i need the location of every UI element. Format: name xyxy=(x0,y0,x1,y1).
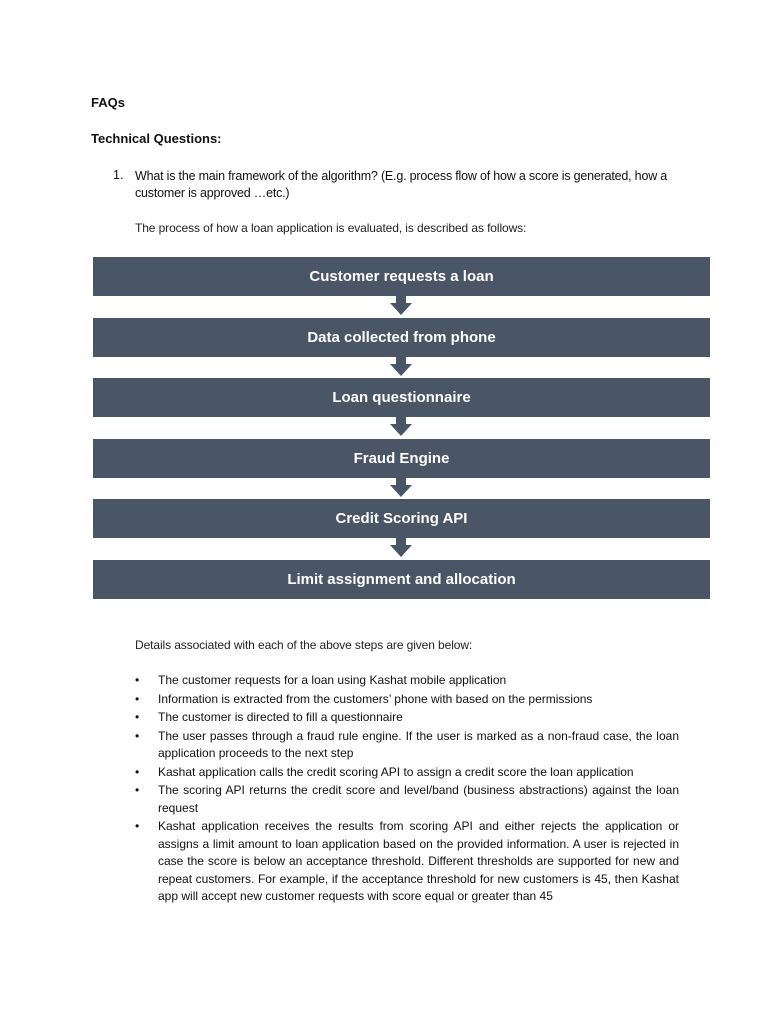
flow-step-limit-assignment: Limit assignment and allocation xyxy=(93,560,710,599)
bullet-icon: • xyxy=(135,764,140,779)
bullet-icon: • xyxy=(135,710,140,724)
list-item: • The customer requests for a loan using Kashat mobile application xyxy=(133,672,679,690)
section-title: Technical Questions: xyxy=(91,131,222,146)
process-intro: The process of how a loan application is evaluated, is described as follows: xyxy=(135,221,527,235)
bullet-icon: • xyxy=(135,783,140,797)
list-item: • The customer is directed to fill a questionnaire xyxy=(133,709,679,727)
question-number: 1. xyxy=(113,168,124,182)
bullet-icon: • xyxy=(135,728,140,743)
flow-step-questionnaire: Loan questionnaire xyxy=(93,378,710,417)
list-item: • The user passes through a fraud rule engine. If the user is marked as a non-fraud case, the loan application proceeds to the next step xyxy=(135,728,679,760)
question-text: What is the main framework of the algorithm? (E.g. process flow of how a score is generated, how a customer is approved …etc.) xyxy=(135,169,668,200)
flow-step-data-collection: Data collected from phone xyxy=(93,318,710,357)
list-item: • Information is extracted from the customers’ phone with based on the permissions xyxy=(133,691,679,709)
details-list xyxy=(133,672,679,907)
bullet-icon: • xyxy=(135,819,140,833)
bullet-icon: • xyxy=(135,673,140,687)
list-item: • The scoring API returns the credit score and level/band (business abstractions) against the loan request xyxy=(135,783,679,815)
list-item: • Kashat application receives the results from scoring API and either rejects the application or assigns a limit amount to loan application based on the provided information. A user is rejected in case the score is below an acceptance threshold. Different thresholds are supported for new and repeat customers. For example, if the acceptance threshold for new customers is 45, then Kashat app will accept new customer requests with score equal or greater than 45 xyxy=(135,819,679,903)
list-item: • Kashat application calls the credit scoring API to assign a credit score the loan application xyxy=(133,764,679,782)
flow-step-customer-request: Customer requests a loan xyxy=(93,257,710,296)
flow-step-credit-scoring: Credit Scoring API xyxy=(93,499,710,538)
flow-step-fraud-engine: Fraud Engine xyxy=(93,439,710,478)
bullet-icon: • xyxy=(135,691,140,706)
details-intro: Details associated with each of the above steps are given below: xyxy=(135,638,473,652)
document-heading: FAQs xyxy=(91,95,125,110)
